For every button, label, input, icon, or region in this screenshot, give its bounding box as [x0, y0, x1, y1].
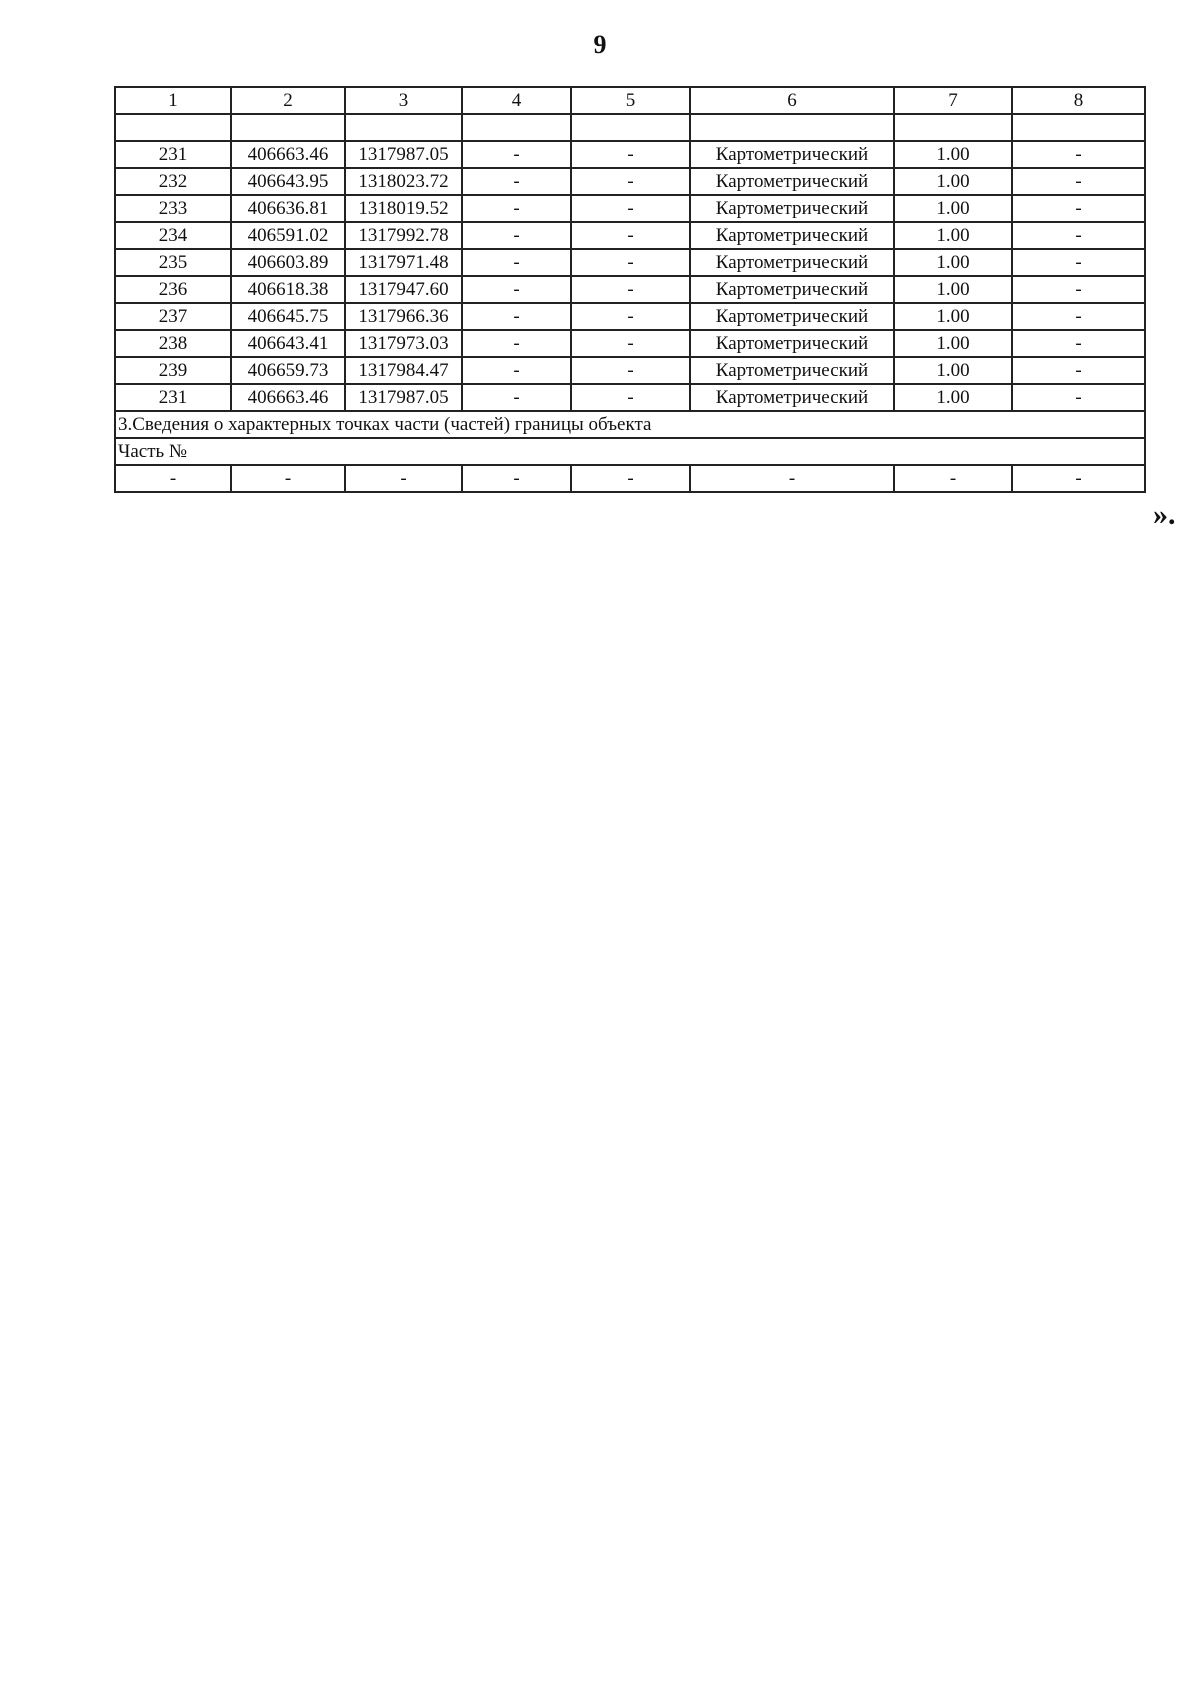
col-4-cell: - [462, 249, 571, 276]
col-8-cell: - [1012, 276, 1145, 303]
dash-cell: - [345, 465, 462, 492]
table-row [115, 276, 1145, 303]
table-body [115, 87, 1145, 492]
method-cell: Картометрический [690, 357, 894, 384]
column-header: 5 [571, 87, 690, 114]
dash-cell: - [1012, 465, 1145, 492]
method-cell: Картометрический [690, 330, 894, 357]
col-8-cell: - [1012, 249, 1145, 276]
empty-cell [571, 114, 690, 141]
coord-x-cell: 406663.46 [231, 384, 345, 411]
precision-cell: 1.00 [894, 303, 1012, 330]
method-cell: Картометрический [690, 384, 894, 411]
dash-cell: - [571, 465, 690, 492]
col-5-cell: - [571, 276, 690, 303]
coordinates-table [114, 86, 1146, 493]
col-5-cell: - [571, 384, 690, 411]
col-4-cell: - [462, 195, 571, 222]
coord-y-cell: 1318019.52 [345, 195, 462, 222]
point-number-cell: 239 [115, 357, 231, 384]
coord-x-cell: 406663.46 [231, 141, 345, 168]
col-4-cell: - [462, 141, 571, 168]
method-cell: Картометрический [690, 249, 894, 276]
col-4-cell: - [462, 384, 571, 411]
table-row [115, 195, 1145, 222]
dash-row [115, 465, 1145, 492]
dash-cell: - [894, 465, 1012, 492]
precision-cell: 1.00 [894, 276, 1012, 303]
coord-y-cell: 1317971.48 [345, 249, 462, 276]
dash-cell: - [462, 465, 571, 492]
coord-x-cell: 406591.02 [231, 222, 345, 249]
column-header: 2 [231, 87, 345, 114]
method-cell: Картометрический [690, 222, 894, 249]
col-4-cell: - [462, 222, 571, 249]
dash-cell: - [115, 465, 231, 492]
precision-cell: 1.00 [894, 141, 1012, 168]
col-4-cell: - [462, 357, 571, 384]
coord-x-cell: 406643.41 [231, 330, 345, 357]
column-header: 4 [462, 87, 571, 114]
method-cell: Картометрический [690, 276, 894, 303]
point-number-cell: 236 [115, 276, 231, 303]
col-5-cell: - [571, 222, 690, 249]
method-cell: Картометрический [690, 303, 894, 330]
col-8-cell: - [1012, 141, 1145, 168]
coord-x-cell: 406618.38 [231, 276, 345, 303]
col-8-cell: - [1012, 303, 1145, 330]
coord-x-cell: 406603.89 [231, 249, 345, 276]
empty-cell [115, 114, 231, 141]
empty-cell [1012, 114, 1145, 141]
point-number-cell: 235 [115, 249, 231, 276]
coord-x-cell: 406636.81 [231, 195, 345, 222]
table-row [115, 141, 1145, 168]
coord-x-cell: 406643.95 [231, 168, 345, 195]
col-5-cell: - [571, 303, 690, 330]
table-row [115, 384, 1145, 411]
column-header: 7 [894, 87, 1012, 114]
method-cell: Картометрический [690, 168, 894, 195]
column-header: 1 [115, 87, 231, 114]
col-8-cell: - [1012, 168, 1145, 195]
coord-y-cell: 1317973.03 [345, 330, 462, 357]
empty-cell [894, 114, 1012, 141]
dash-cell: - [690, 465, 894, 492]
column-number-row [115, 87, 1145, 114]
precision-cell: 1.00 [894, 357, 1012, 384]
col-8-cell: - [1012, 384, 1145, 411]
point-number-cell: 234 [115, 222, 231, 249]
empty-cell [690, 114, 894, 141]
table-row [115, 249, 1145, 276]
coord-y-cell: 1317947.60 [345, 276, 462, 303]
col-8-cell: - [1012, 330, 1145, 357]
closing-quote: ». [1153, 498, 1176, 531]
precision-cell: 1.00 [894, 249, 1012, 276]
precision-cell: 1.00 [894, 330, 1012, 357]
point-number-cell: 231 [115, 384, 231, 411]
point-number-cell: 231 [115, 141, 231, 168]
precision-cell: 1.00 [894, 384, 1012, 411]
part-label: Часть № [115, 438, 1145, 465]
coord-y-cell: 1317966.36 [345, 303, 462, 330]
point-number-cell: 238 [115, 330, 231, 357]
coord-y-cell: 1318023.72 [345, 168, 462, 195]
empty-row [115, 114, 1145, 141]
col-5-cell: - [571, 330, 690, 357]
method-cell: Картометрический [690, 141, 894, 168]
section-title-row [115, 411, 1145, 438]
column-header: 8 [1012, 87, 1145, 114]
col-5-cell: - [571, 195, 690, 222]
point-number-cell: 237 [115, 303, 231, 330]
empty-cell [345, 114, 462, 141]
precision-cell: 1.00 [894, 195, 1012, 222]
point-number-cell: 232 [115, 168, 231, 195]
col-5-cell: - [571, 141, 690, 168]
column-header: 3 [345, 87, 462, 114]
method-cell: Картометрический [690, 195, 894, 222]
col-8-cell: - [1012, 357, 1145, 384]
dash-cell: - [231, 465, 345, 492]
col-4-cell: - [462, 303, 571, 330]
column-header: 6 [690, 87, 894, 114]
col-8-cell: - [1012, 222, 1145, 249]
precision-cell: 1.00 [894, 222, 1012, 249]
coord-y-cell: 1317987.05 [345, 141, 462, 168]
coord-y-cell: 1317987.05 [345, 384, 462, 411]
empty-cell [462, 114, 571, 141]
coord-y-cell: 1317992.78 [345, 222, 462, 249]
table-row [115, 357, 1145, 384]
col-8-cell: - [1012, 195, 1145, 222]
col-5-cell: - [571, 249, 690, 276]
table-row [115, 330, 1145, 357]
col-4-cell: - [462, 330, 571, 357]
col-5-cell: - [571, 357, 690, 384]
part-label-row [115, 438, 1145, 465]
col-4-cell: - [462, 168, 571, 195]
table-row [115, 222, 1145, 249]
col-5-cell: - [571, 168, 690, 195]
coord-x-cell: 406645.75 [231, 303, 345, 330]
coord-y-cell: 1317984.47 [345, 357, 462, 384]
table-row [115, 168, 1145, 195]
page-number: 9 [593, 30, 607, 59]
col-4-cell: - [462, 276, 571, 303]
section-title: 3.Сведения о характерных точках части (частей) границы объекта [115, 411, 1145, 438]
coord-x-cell: 406659.73 [231, 357, 345, 384]
table-row [115, 303, 1145, 330]
empty-cell [231, 114, 345, 141]
precision-cell: 1.00 [894, 168, 1012, 195]
point-number-cell: 233 [115, 195, 231, 222]
